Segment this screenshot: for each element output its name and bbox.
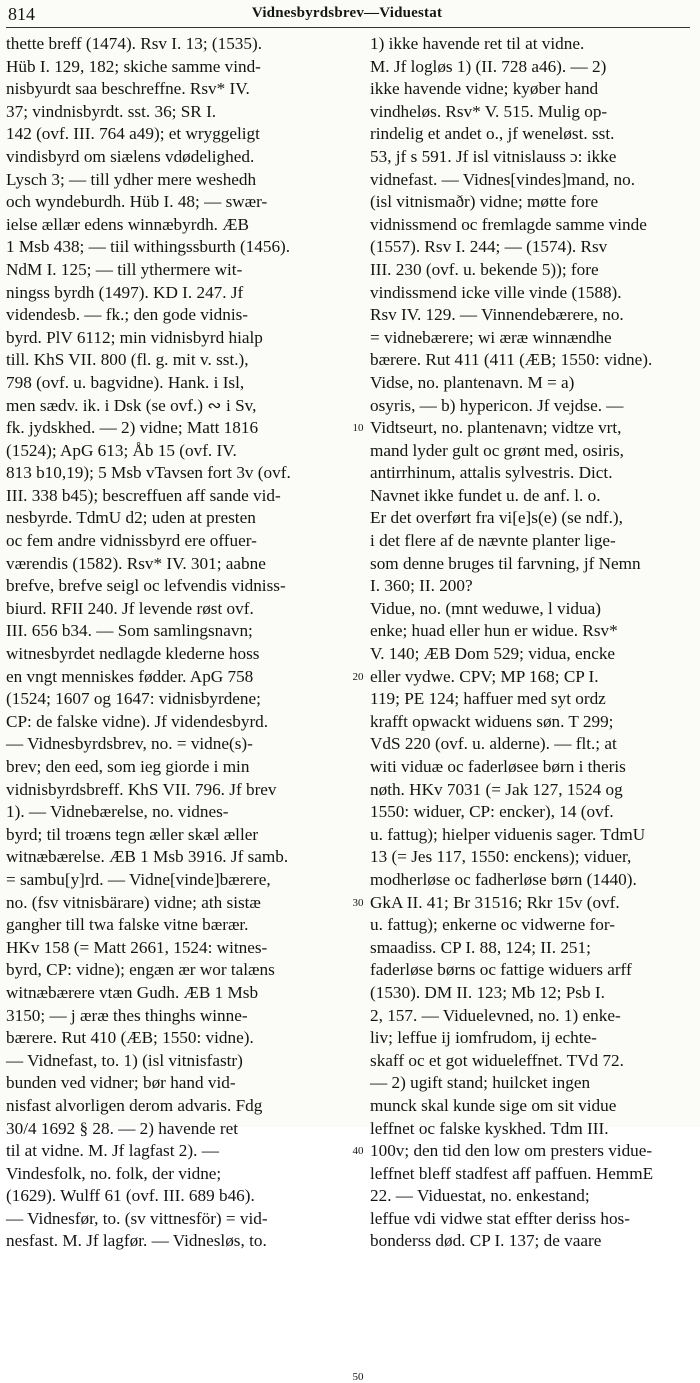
left-column-line: en vngt menniskes fødder. ApG 758 (6, 666, 254, 686)
running-title: Vidnesbyrdsbrev—Viduestat (251, 5, 443, 21)
left-column-line: gangher till twa falske vitne bærær. (6, 915, 249, 935)
left-column-line: 813 b10,19); 5 Msb vTavsen fort 3v (ovf. (6, 463, 291, 483)
right-column-line: (isl vitnismaðr) vidne; møtte fore (370, 192, 599, 212)
right-column-line: = vidnebærere; wi æræ winnændhe (370, 327, 612, 347)
left-column-line: brev; den eed, som ieg giorde i min (6, 757, 250, 776)
left-column-line: HKv 158 (= Matt 2661, 1524: witnes- (6, 937, 268, 957)
left-column-line: III. 656 b34. — Som samlingsnavn; (6, 621, 253, 641)
left-column-line: nesfast. M. Jf lagfør. — Vidnesløs, to. (6, 1231, 267, 1251)
left-column-line: Lysch 3; — till ydher mere weshedh (6, 169, 257, 189)
right-column-line: III. 230 (ovf. u. bekende 5)); fore (370, 259, 599, 279)
right-column-line: vidnefast. — Vidnes[vindes]mand, no. (370, 169, 636, 189)
left-column-line: (1629). Wulff 61 (ovf. III. 689 b46). (6, 1186, 255, 1206)
right-column-line: 1550: widuer, CP: encker), 14 (ovf. (370, 802, 614, 822)
right-column-line: — 2) ugift stand; huilcket ingen (370, 1073, 591, 1093)
right-column-line: (1557). Rsv I. 244; — (1574). Rsv (370, 237, 608, 257)
right-column-line: mand lyder gult oc grønt med, osiris, (370, 440, 624, 460)
right-column-line: skaff oc et got widueleffnet. TVd 72. (370, 1050, 624, 1070)
right-column-line: GkA II. 41; Br 31516; Rkr 15v (ovf. (370, 892, 620, 912)
left-column-line: thette breff (1474). Rsv I. 13; (1535). (6, 34, 263, 53)
right-column-line: som denne bruges til farvning, jf Nemn (370, 553, 641, 573)
right-column-line: Rsv IV. 129. — Vinnendebærere, no. (370, 305, 624, 325)
left-column-line: Vindesfolk, no. folk, der vidne; (6, 1163, 222, 1183)
right-column-line: faderløse børns oc fattige widuers arff (370, 960, 632, 980)
right-column-line: ikke havende vidne; kyøber hand (370, 79, 599, 99)
line-number-marker: 30 (352, 896, 364, 909)
left-column-line: vidnisbyrdsbreff. KhS VII. 796. Jf brev (6, 779, 277, 799)
right-column-line: krafft opwackt widuens søn. T 299; (370, 711, 614, 731)
right-column-line: 13 (= Jes 117, 1550: enckens); viduer, (370, 847, 632, 867)
left-column (6, 33, 336, 1253)
left-column-line: 142 (ovf. III. 764 a49); et wryggeligt (6, 124, 260, 144)
right-column-line: 53, jf s 591. Jf isl vitnislauss ɔ: ikke (370, 146, 617, 166)
left-column-line: til at vidne. M. Jf lagfast 2). — (6, 1141, 219, 1161)
right-column-line: enke; huad eller hun er widue. Rsv* (370, 621, 618, 641)
left-column-line: CP: de falske vidne). Jf videndesbyrd. (6, 711, 269, 731)
right-column-line: (1530). DM II. 123; Mb 12; Psb I. (370, 982, 605, 1002)
left-column-line: — Vidnefast, to. 1) (isl vitnisfastr) (6, 1050, 243, 1070)
left-column-line: = sambu[y]rd. — Vidne[vinde]bærere, (6, 869, 271, 889)
left-column-line: NdM I. 125; — till ythermere wit- (6, 259, 243, 279)
left-column-line: no. (fsv vitnisbärare) vidne; ath sistæ (6, 892, 261, 912)
left-column-line: — Vidnesfør, to. (sv vittnesför) = vid- (6, 1208, 268, 1228)
left-column-line: byrd, CP: vidne); engæn ær wor talæns (6, 960, 275, 980)
line-number-marker: 10 (352, 422, 364, 435)
left-column-line: fk. jydskhed. — 2) vidne; Matt 1816 (6, 418, 259, 438)
left-column-line: (1524); ApG 613; Åb 15 (ovf. IV. (6, 440, 237, 460)
right-column-line: witi viduæ oc faderløsee børn i theris (370, 757, 626, 776)
right-column-line: Vidue, no. (mnt weduwe, l vidua) (370, 598, 601, 618)
right-column-line: vindissmend icke ville vinde (1588). (370, 282, 622, 302)
left-column-line: nisfast alvorligen derom advaris. Fdg (6, 1095, 263, 1115)
left-column-line: byrd; til troæns tegn æller skæl æller (6, 824, 259, 844)
right-column-line: bonderss død. CP I. 137; de vaare (370, 1231, 602, 1251)
right-column-line: antirrhinum, attalis sylvestris. Dict. (370, 463, 613, 483)
left-column-line: men sædv. ik. i Dsk (se ovf.) ∾ i Sv, (6, 395, 257, 415)
left-column-line: ielse ællær edens winnæbyrdh. ÆB (6, 214, 250, 234)
right-column-line: Vidse, no. plantenavn. M = a) (370, 372, 575, 392)
right-column-line: leffnet oc falske kyskhed. Tdm III. (370, 1118, 609, 1138)
right-column-line: munck skal kunde sige om sit vidue (370, 1095, 617, 1115)
right-column-line: V. 140; ÆB Dom 529; vidua, encke (370, 644, 616, 664)
left-column-line: byrd. PlV 6112; min vidnisbyrd hialp (6, 327, 263, 347)
left-column-line: — Vidnesbyrdsbrev, no. = vidne(s)- (6, 734, 253, 754)
left-column-line: witnæbærere vtæn Gudh. ÆB 1 Msb (6, 982, 259, 1002)
right-column (370, 33, 694, 1253)
left-column-line: witnesbyrdet nedlagde klederne hoss (6, 644, 260, 664)
left-column-line: III. 338 b45); bescreffuen aff sande vid- (6, 485, 281, 505)
left-column-line: witnæbærelse. ÆB 1 Msb 3916. Jf samb. (6, 847, 289, 867)
left-column-line: 798 (ovf. u. bagvidne). Hank. i Isl, (6, 372, 245, 392)
left-column-line: vindisbyrd om siælens vdødelighed. (6, 146, 255, 166)
right-column-line: smaadiss. CP I. 88, 124; II. 251; (370, 937, 591, 957)
right-column-line: bærere. Rut 411 (411 (ÆB; 1550: vidne). (370, 350, 653, 370)
right-column-line: Navnet ikke fundet u. de anf. l. o. (370, 485, 601, 505)
header-rule (6, 27, 690, 28)
left-column-line: værendis (1582). Rsv* IV. 301; aabne (6, 553, 266, 573)
left-column-line: (1524; 1607 og 1647: vidnisbyrdene; (6, 689, 261, 709)
right-column-line: 119; PE 124; haffuer med syt ordz (370, 689, 606, 709)
left-column-line: brefve, brefve seigl oc lefvendis vidniss- (6, 576, 286, 596)
right-column-line: leffnet bleff stadfest aff paffuen. HemmE (370, 1163, 654, 1183)
line-number-marker: 20 (352, 670, 364, 683)
left-column-line: 1). — Vidnebærelse, no. vidnes- (6, 802, 229, 822)
left-column-line: ningss byrdh (1497). KD I. 247. Jf (6, 282, 244, 302)
line-number-marker: 50 (352, 1371, 364, 1383)
left-column-line: nisbyurdt saa beschreffne. Rsv* IV. (6, 79, 250, 99)
left-column-line: bunden ved vidner; bør hand vid- (6, 1073, 236, 1093)
line-number-marker: 40 (352, 1145, 364, 1158)
left-column-line: biurd. RFII 240. Jf levende røst ovf. (6, 598, 254, 618)
right-column-line: i det flere af de nævnte planter lige- (370, 531, 616, 551)
left-column-line: Hüb I. 129, 182; skiche samme vind- (6, 56, 261, 76)
left-column-line: till. KhS VII. 800 (fl. g. mit v. sst.), (6, 350, 249, 370)
left-column-line: 1 Msb 438; — tiil withingssburth (1456). (6, 237, 291, 257)
right-column-line: M. Jf logløs 1) (II. 728 a46). — 2) (370, 56, 607, 76)
right-column-line: VdS 220 (ovf. u. alderne). — flt.; at (370, 734, 617, 754)
left-column-line: videndesb. — fk.; den gode vidnis- (6, 305, 249, 325)
left-column-line: oc fem andre vidnissbyrd ere offuer- (6, 531, 257, 551)
page-number: 814 (8, 4, 35, 24)
right-column-line: 100v; den tid den low om presters vidue- (370, 1141, 653, 1161)
right-column-line: vidnissmend oc fremlagde samme vinde (370, 214, 647, 234)
right-column-line: rindelig et andet o., jf weneløst. sst. (370, 124, 615, 144)
left-column-line: 37; vindnisbyrdt. sst. 36; SR I. (6, 101, 217, 121)
right-column-line: modherløse oc fadherløse børn (1440). (370, 869, 637, 889)
right-column-line: nøth. HKv 7031 (= Jak 127, 1524 og (370, 779, 623, 799)
left-column-line: 30/4 1692 § 28. — 2) havende ret (6, 1118, 238, 1138)
right-column-line: vindheløs. Rsv* V. 515. Mulig op- (370, 101, 608, 121)
right-column-line: I. 360; II. 200? (370, 576, 473, 596)
right-column-line: liv; leffue ij iomfrudom, ij echte- (370, 1028, 597, 1048)
right-column-line: 22. — Viduestat, no. enkestand; (370, 1186, 590, 1206)
left-column-line: och wyndeburdh. Hüb I. 48; — swær- (6, 192, 268, 212)
left-column-line: bærere. Rut 410 (ÆB; 1550: vidne). (6, 1028, 254, 1048)
right-column-line: eller vydwe. CPV; MP 168; CP I. (370, 666, 599, 686)
right-column-line: 1) ikke havende ret til at vidne. (370, 34, 585, 53)
left-column-line: 3150; — j æræ thes thinghs winne- (6, 1005, 248, 1025)
page-header (6, 4, 688, 26)
right-column-line: u. fattug); hielper viduenis sager. TdmU (370, 824, 646, 844)
left-column-line: nesbyrde. TdmU d2; uden at presten (6, 508, 256, 528)
right-column-line: Er det overført fra vi[e]s(e) (se ndf.), (370, 508, 623, 528)
right-column-line: u. fattug); enkerne oc vidwerne for- (370, 915, 615, 935)
right-column-line: Vidtseurt, no. plantenavn; vidtze vrt, (370, 418, 622, 438)
right-column-line: leffue vdi vidwe stat effter deriss hos- (370, 1208, 630, 1228)
right-column-line: 2, 157. — Viduelevned, no. 1) enke- (370, 1005, 621, 1025)
right-column-line: osyris, — b) hypericon. Jf vejdse. — (370, 395, 624, 415)
